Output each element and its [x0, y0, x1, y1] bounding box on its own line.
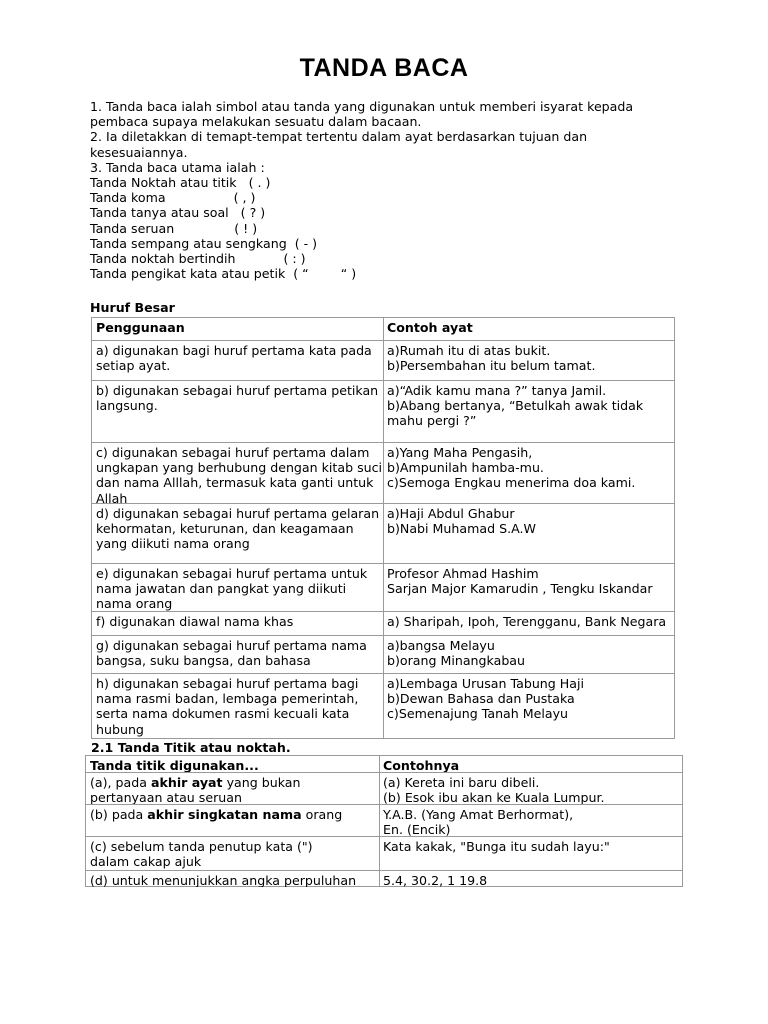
- intro-line: Tanda Noktah atau titik ( . ): [90, 174, 271, 190]
- titik-table: [85, 755, 683, 887]
- cell-line: b) digunakan sebagai huruf pertama petikan: [96, 383, 379, 398]
- cell-line: b)orang Minangkabau: [387, 653, 526, 669]
- cell-line: c) digunakan sebagai huruf pertama dalam: [96, 445, 370, 460]
- example-cell: [379, 805, 682, 837]
- example-cell: [383, 443, 674, 504]
- text-run: (d) untuk menunjukkan angka perpuluhan: [90, 873, 357, 887]
- usage-cell: [92, 612, 383, 636]
- cell-line: Penggunaan: [96, 320, 185, 335]
- text-run: (c) sebelum tanda penutup kata ("): [90, 839, 313, 854]
- cell-line: a)“Adik kamu mana ?” tanya Jamil.: [387, 383, 607, 398]
- cell-line: Allah: [96, 490, 128, 504]
- page-title: TANDA BACA: [299, 54, 469, 82]
- cell-line: dan nama Alllah, termasuk kata ganti untuk: [96, 475, 374, 491]
- cell-line: [90, 790, 377, 805]
- cell-line: h) digunakan sebagai huruf pertama bagi: [96, 676, 359, 691]
- intro-line: Tanda tanya atau soal ( ? ): [90, 205, 266, 221]
- cell-line: Y.A.B. (Yang Amat Berhormat),: [383, 807, 574, 822]
- text-run: orang: [301, 807, 343, 822]
- intro-line: kesesuaiannya.: [90, 144, 188, 160]
- usage-cell: [92, 381, 383, 443]
- usage-cell: [92, 504, 383, 564]
- column-divider: [379, 756, 380, 886]
- cell-line: [90, 873, 377, 887]
- table-row: [86, 804, 682, 837]
- table-row: [86, 836, 682, 871]
- cell-line: hubung: [96, 721, 144, 737]
- example-cell: [379, 837, 682, 871]
- cell-line: b)Abang bertanya, “Betulkah awak tidak: [387, 398, 644, 414]
- example-cell: [383, 636, 674, 674]
- text-run: yang bukan: [222, 775, 301, 790]
- cell-line: Profesor Ahmad Hashim: [387, 566, 539, 581]
- intro-line: 3. Tanda baca utama ialah :: [90, 159, 265, 175]
- example-cell: [383, 341, 674, 381]
- usage-cell: [92, 674, 383, 740]
- cell-line: a) Sharipah, Ipoh, Terengganu, Bank Negara: [387, 614, 667, 629]
- cell-line: yang diikuti nama orang: [96, 536, 250, 552]
- example-cell: [379, 871, 682, 887]
- cell-line: Contohnya: [383, 758, 460, 772]
- cell-line: Sarjan Major Kamarudin , Tengku Iskandar: [387, 581, 653, 597]
- intro-text: [90, 99, 690, 281]
- intro-line: 2. Ia diletakkan di temapt-tempat tertentu dalam ayat berdasarkan tujuan dan: [90, 129, 588, 145]
- cell-line: b)Dewan Bahasa dan Pustaka: [387, 691, 575, 707]
- cell-line: b)Nabi Muhamad S.A.W: [387, 521, 536, 537]
- cell-line: kehormatan, keturunan, dan keagamaan: [96, 521, 354, 537]
- text-run: (a), pada: [90, 775, 151, 790]
- bold-text-run: akhir singkatan nama: [147, 807, 302, 822]
- cell-line: [90, 775, 377, 790]
- intro-line: Tanda pengikat kata atau petik ( “ “ ): [90, 266, 357, 282]
- cell-line: c)Semenajung Tanah Melayu: [387, 706, 569, 722]
- cell-line: f) digunakan diawal nama khas: [96, 614, 294, 629]
- cell-line: ungkapan yang berhubung dengan kitab suci: [96, 460, 383, 476]
- cell-line: d) digunakan sebagai huruf pertama gelaran: [96, 506, 380, 521]
- usage-cell: [92, 636, 383, 674]
- cell-line: g) digunakan sebagai huruf pertama nama: [96, 638, 367, 653]
- cell-line: langsung.: [96, 398, 158, 414]
- usage-cell: [86, 805, 379, 837]
- table-header-row: [86, 756, 682, 772]
- usage-cell: [86, 773, 379, 805]
- titik-heading: 2.1 Tanda Titik atau noktah.: [91, 740, 291, 755]
- usage-cell: [92, 341, 383, 381]
- header-cell: [383, 318, 674, 340]
- intro-line: Tanda seruan ( ! ): [90, 220, 258, 236]
- intro-line: pembaca supaya melakukan sesuatu dalam bacaan.: [90, 114, 422, 130]
- usage-cell: [92, 443, 383, 504]
- cell-line: nama rasmi badan, lembaga pemerintah,: [96, 691, 359, 707]
- huruf-besar-heading: Huruf Besar: [90, 300, 175, 315]
- header-cell: [92, 318, 383, 340]
- table-row: [86, 772, 682, 805]
- cell-line: (b) Esok ibu akan ke Kuala Lumpur.: [383, 790, 605, 805]
- example-cell: [383, 504, 674, 564]
- huruf-besar-table: [91, 317, 675, 739]
- example-cell: [383, 381, 674, 443]
- cell-line: Tanda titik digunakan...: [90, 758, 259, 772]
- example-cell: [379, 773, 682, 805]
- example-cell: [383, 612, 674, 636]
- example-cell: [383, 674, 674, 740]
- usage-cell: [86, 871, 379, 887]
- usage-cell: [86, 837, 379, 871]
- table-row: [86, 870, 682, 887]
- intro-line: Tanda noktah bertindih ( : ): [90, 250, 306, 266]
- cell-line: nama orang: [96, 596, 173, 612]
- column-divider: [383, 318, 384, 738]
- cell-line: b)Persembahan itu belum tamat.: [387, 358, 596, 374]
- text-run: pertanyaan atau seruan: [90, 790, 242, 805]
- cell-line: En. (Encik): [383, 822, 451, 837]
- header-cell: [379, 756, 682, 772]
- cell-line: 5.4, 30.2, 1 19.8: [383, 873, 488, 887]
- cell-line: bangsa, suku bangsa, dan bahasa: [96, 653, 311, 669]
- header-cell: [86, 756, 379, 772]
- cell-line: nama jawatan dan pangkat yang diikuti: [96, 581, 347, 597]
- intro-line: Tanda koma ( , ): [90, 190, 256, 206]
- cell-line: a)Yang Maha Pengasih,: [387, 445, 533, 460]
- cell-line: a)Rumah itu di atas bukit.: [387, 343, 551, 358]
- cell-line: [90, 807, 377, 822]
- bold-text-run: akhir ayat: [150, 775, 223, 790]
- text-run: (b) pada: [90, 807, 148, 822]
- cell-line: (a) Kereta ini baru dibeli.: [383, 775, 540, 790]
- cell-line: c)Semoga Engkau menerima doa kami.: [387, 475, 636, 491]
- cell-line: [90, 839, 377, 854]
- cell-line: a)Haji Abdul Ghabur: [387, 506, 515, 521]
- cell-line: b)Ampunilah hamba-mu.: [387, 460, 544, 476]
- example-cell: [383, 564, 674, 612]
- intro-line: Tanda sempang atau sengkang ( - ): [90, 235, 318, 251]
- cell-line: mahu pergi ?”: [387, 413, 477, 429]
- cell-line: Kata kakak, "Bunga itu sudah layu:": [383, 839, 610, 854]
- cell-line: e) digunakan sebagai huruf pertama untuk: [96, 566, 368, 581]
- cell-line: [90, 854, 377, 869]
- text-run: dalam cakap ajuk: [90, 854, 202, 870]
- cell-line: Contoh ayat: [387, 320, 473, 335]
- cell-line: a) digunakan bagi huruf pertama kata pada: [96, 343, 372, 358]
- usage-cell: [92, 564, 383, 612]
- cell-line: a)bangsa Melayu: [387, 638, 495, 653]
- cell-line: a)Lembaga Urusan Tabung Haji: [387, 676, 584, 691]
- cell-line: serta nama dokumen rasmi kecuali kata: [96, 706, 350, 722]
- cell-line: setiap ayat.: [96, 358, 171, 374]
- intro-line: 1. Tanda baca ialah simbol atau tanda yang digunakan untuk memberi isyarat kepada: [90, 99, 634, 114]
